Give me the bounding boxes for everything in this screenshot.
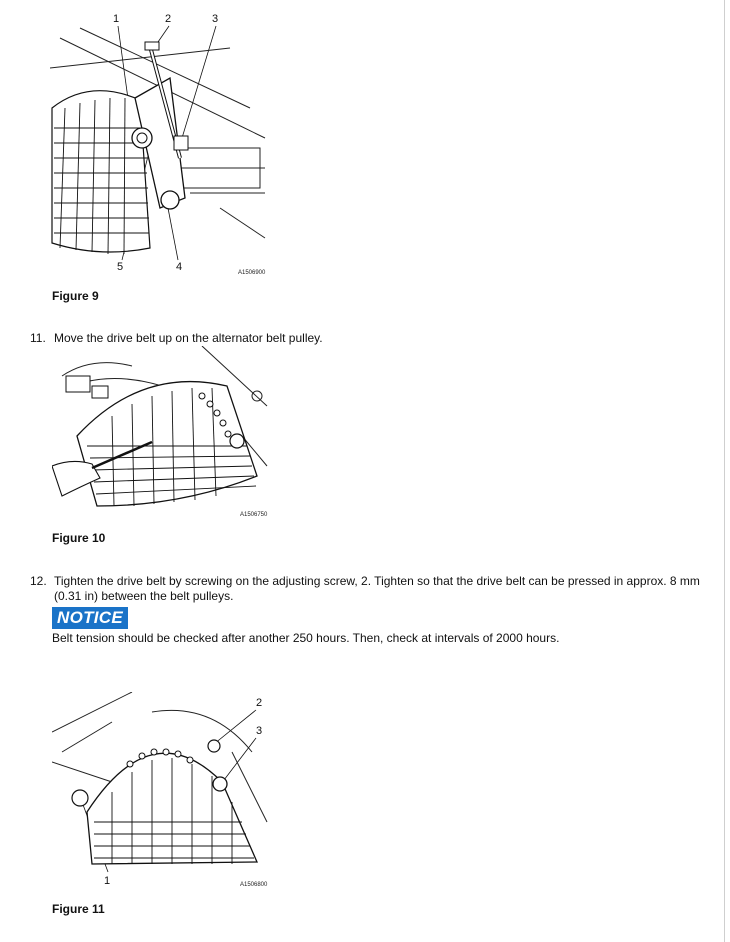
figure-10-code: A1506750 — [240, 512, 268, 518]
figure-11-code: A1506800 — [240, 882, 268, 888]
figure-9-caption: Figure 9 — [52, 289, 99, 303]
callout-1: 1 — [113, 13, 120, 25]
notice-badge: NOTICE — [52, 607, 128, 629]
step-12-text-line2: (0.31 in) between the belt pulleys. — [54, 589, 234, 603]
step-12-number: 12. — [30, 574, 47, 588]
callout-2: 2 — [256, 697, 263, 709]
figure-9-illustration — [50, 8, 280, 280]
notice-text: Belt tension should be checked after another 250 hours. Then, check at intervals of 2000 hours. — [52, 631, 560, 645]
figure-10-illustration — [52, 346, 274, 520]
figure-11-caption: Figure 11 — [52, 902, 105, 916]
callout-5: 5 — [117, 261, 124, 273]
figure-9-code: A1506900 — [238, 270, 266, 276]
page-edge-line — [724, 0, 725, 942]
figure-10-caption: Figure 10 — [52, 531, 106, 545]
figure-11-illustration — [52, 692, 274, 892]
step-11-text: Move the drive belt up on the alternator belt pulley. — [54, 331, 323, 345]
callout-4: 4 — [176, 261, 183, 273]
step-11-number: 11. — [30, 331, 46, 345]
callout-3: 3 — [256, 725, 263, 737]
callout-3: 3 — [212, 13, 219, 25]
callout-2: 2 — [165, 13, 172, 25]
callout-1: 1 — [104, 875, 111, 887]
step-12-text-line1: Tighten the drive belt by screwing on the adjusting screw, 2. Tighten so that the drive belt can be pressed in approx. 8 mm — [54, 574, 700, 588]
